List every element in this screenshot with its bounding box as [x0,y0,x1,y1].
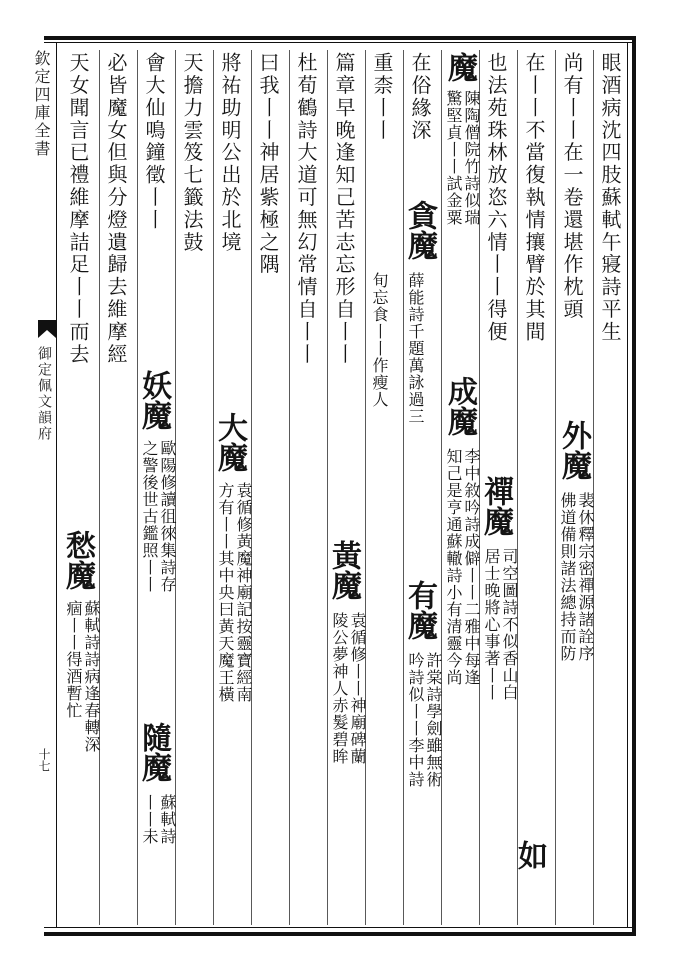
entry-note-yaomo-b: 歐陽修讀徂徠集詩存 [158,440,177,593]
fishtail-mark-icon [36,318,58,340]
text-column-3: 在丨丨不當復執情攘臂於其間 [522,52,546,344]
entry-note-suimo-a: 蘇軾詩 [158,794,177,845]
top-border [44,36,636,40]
text-column-13: 會大仙鳴鐘徵丨丨 [142,52,166,232]
column-rule [441,50,442,925]
entry-note-chanmo-b: 居士晚將心事著丨丨 [482,548,501,701]
text-column-14: 必皆魔女但與分燈遺歸去維摩經 [104,52,128,366]
entry-head-ru: 如 [512,840,547,870]
right-border-thin [627,42,628,928]
entry-head-choumo: 愁魔 [60,530,95,590]
text-column-4: 也法苑珠林放恣六情丨丨得便 [484,52,508,344]
text-column-11: 將祐助明公出於北境 [218,52,242,254]
text-column-6: 在俗緣深 [408,52,432,142]
text-column-16b: 痼丨丨得酒暫忙 [64,600,83,719]
entry-note-choumo-a: 蘇軾詩詩病逢春轉深 [82,600,101,753]
column-rule [403,50,404,925]
column-rule [365,50,366,925]
bottom-border-thin [44,927,636,928]
column-rule [593,50,594,925]
text-column-8: 篇章早晚逢知己苦志忘形自丨丨 [332,52,356,366]
bottom-border [44,932,636,936]
entry-note-damo-b: 方有丨丨其中央曰黃天魔王橫 [216,482,235,703]
text-column-5b: 驚堅貞丨丨試金粟 [444,90,463,226]
text-column-10: 曰我丨丨神居紫極之隅 [256,52,280,276]
book-subtitle-margin: 御定佩文韻府 [36,346,52,442]
column-rule [213,50,214,925]
entry-note-suimo-b: 丨丨未 [140,794,159,845]
entry-note-tanmo-a: 薛能詩千題萬詠過三 [406,272,425,425]
column-rule [137,50,138,925]
text-column-1: 眼酒病沈四肢蘇軾午寢詩平生 [598,52,622,344]
entry-note-chanmo-a: 司空圖詩不似香山白 [500,548,519,701]
text-column-12: 天擔力雲笈七籤法鼓 [180,52,204,254]
entry-note-chengmo-b: 知己是亨通蘇轍詩小有清靈今尚 [444,448,463,686]
column-rule [555,50,556,925]
entry-head-chengmo: 成魔 [442,376,477,436]
entry-head-suimo: 隨魔 [136,722,171,782]
entry-head-youmo: 有魔 [402,580,437,640]
entry-note-damo-a: 袁循修黃魔神廟記按靈寶經南 [234,482,253,703]
entry-head-mo: 魔 [442,52,477,82]
entry-head-tanmo: 貪魔 [402,200,437,260]
fold-line [56,42,57,928]
entry-note-waimo-b: 佛道備則諸法總持而防 [558,492,577,662]
column-rule [327,50,328,925]
text-column-5a: 陳陶僧院竹詩似瑞 [462,90,481,226]
entry-note-youmo-b: 吟詩似丨丨李中詩 [406,652,425,788]
entry-note-yaomo-a: 之警後世古鑑照丨丨 [140,440,159,593]
text-column-15: 天女聞言已禮維摩詰足丨丨而去 [66,52,90,366]
entry-note-chengmo-a: 李中敘吟詩成僻丨丨二雅中每逢 [462,448,481,686]
column-rule [99,50,100,925]
page-number: 十七 [37,748,51,772]
text-column-9: 杜荀鶴詩大道可無幻常情自丨丨 [294,52,318,366]
column-rule [517,50,518,925]
column-rule [289,50,290,925]
entry-note-youmo-a: 許棠詩學劍雖無術 [424,652,443,788]
entry-head-damo: 大魔 [212,412,247,472]
right-border [632,36,636,936]
entry-note-huangmo-a: 袁循修丨丨神廟碑蘭 [348,612,367,765]
text-column-7b: 旬忘食丨丨作瘦人 [370,272,389,408]
book-title-margin: 欽定四庫全書 [32,50,51,158]
entry-note-huangmo-b: 陵公夢神人赤髮碧眸 [330,612,349,765]
top-border-thin [44,42,636,43]
text-column-2: 尚有丨丨在一卷還堪作枕頭 [560,52,584,321]
entry-head-yaomo: 妖魔 [136,370,171,430]
entry-head-chanmo: 禪魔 [478,476,513,536]
entry-head-waimo: 外魔 [556,420,591,480]
entry-note-waimo-a: 裴休釋宗密禪源諸詮序 [576,492,595,662]
text-column-7: 重柰丨丨 [370,52,394,142]
entry-head-huangmo: 黃魔 [326,540,361,600]
